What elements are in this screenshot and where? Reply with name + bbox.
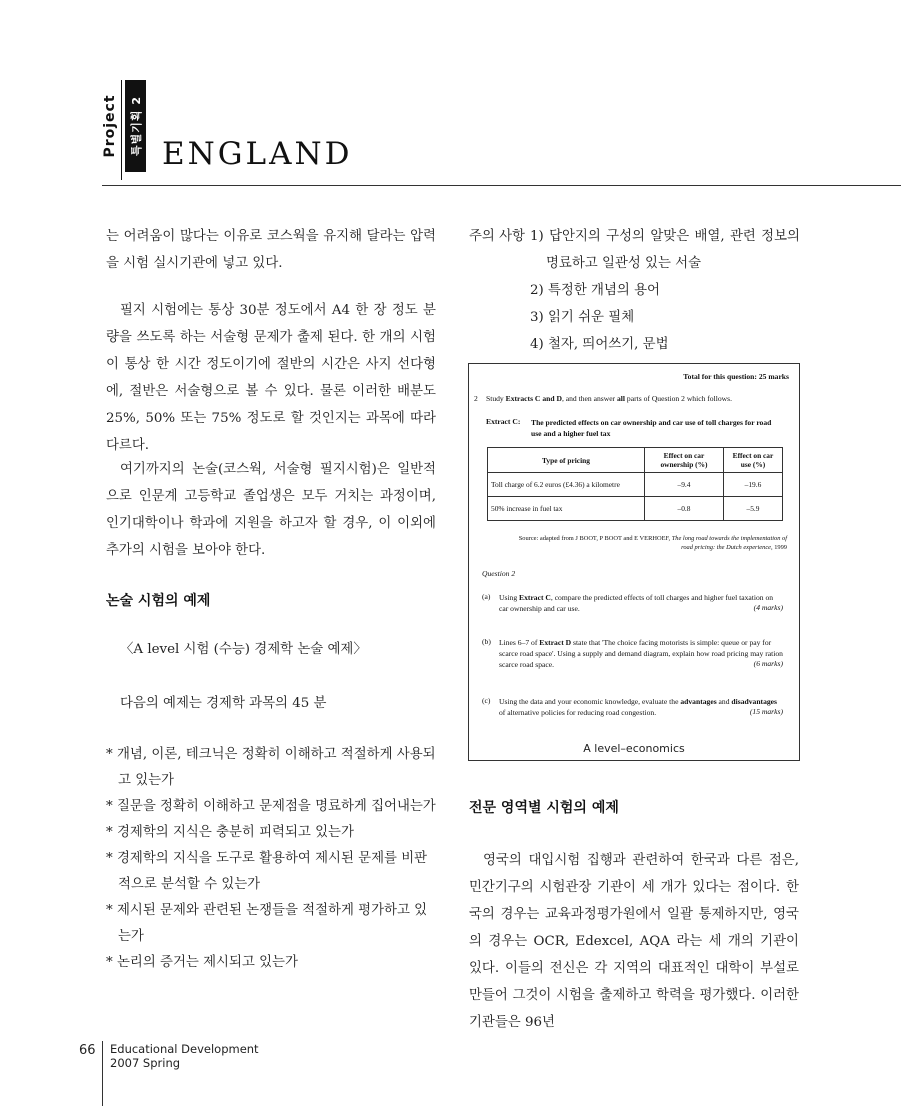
- question-b-marks: (6 marks): [753, 659, 783, 668]
- page-number: 66: [79, 1043, 96, 1058]
- question-a-marks: (4 marks): [753, 603, 783, 612]
- table-cell: 50% increase in fuel tax: [488, 497, 645, 521]
- left-section-heading: 논술 시험의 예제: [106, 593, 211, 609]
- question-c-letter: (c): [482, 696, 491, 705]
- notes-label: 주의 사항: [469, 229, 525, 244]
- criteria-item: * 개념, 이론, 테크닉은 정확히 이해하고 적절하게 사용되고 있는가: [106, 747, 436, 788]
- header-divider: [121, 80, 122, 180]
- extract-title: The predicted effects on car ownership and car use of toll charges for road use and a higher fuel tax: [531, 418, 772, 438]
- criteria-item: * 제시된 문제와 관련된 논쟁들을 적절하게 평가하고 있는가: [106, 903, 428, 944]
- table-header: Effect on car use (%): [723, 448, 782, 473]
- example-description: 다음의 예제는 경제학 과목의 45 분: [120, 696, 327, 711]
- note-item: 2) 특정한 개념의 용어: [530, 283, 660, 298]
- criteria-list: [106, 742, 436, 976]
- right-paragraph-1: 영국의 대입시험 집행과 관련하여 한국과 다른 점은, 민간기구의 시험관장 기관이 세 개가 있다는 점이다. 한국의 경우는 교육과정평가원에서 일괄 통제하지만, 영국의 경우는 OCR, Edexcel, AQA 라는 세 개의 기관이 있다. 이들의 전신은 각 지역의 대표적인 대학이 부설로 만들어 그것이 시험을 출제하고 학력을 평가했다. 이러한 기관들은 96년: [469, 853, 799, 1030]
- question-c-marks: (15 marks): [749, 707, 783, 716]
- criteria-item: * 경제학의 지식을 도구로 활용하여 제시된 문제를 비판적으로 분석할 수 있는가: [106, 851, 428, 892]
- question-a-letter: (a): [482, 592, 491, 601]
- example-title: 〈A level 시험 (수능) 경제학 논술 예제〉: [120, 642, 367, 657]
- criteria-item: * 질문을 정확히 이해하고 문제점을 명료하게 집어내는가: [106, 799, 436, 814]
- criteria-item: * 경제학의 지식은 충분히 피력되고 있는가: [106, 825, 354, 840]
- criteria-item: * 논리의 증거는 제시되고 있는가: [106, 955, 298, 970]
- table-row: [488, 473, 783, 497]
- question-b-letter: (b): [482, 637, 491, 646]
- table-source: Source: adapted from J BOOT, P BOOT and E VERHOEF, The long road towards the implementation of road pricing: the Dutch experience, 1999: [518, 535, 787, 551]
- question-c: Using the data and your economic knowledge, evaluate the advantages and disadvantages of alternative policies for reducing road congestion.: [499, 697, 777, 717]
- extract-label: Extract C:: [486, 417, 521, 426]
- table-header-row: [488, 448, 783, 473]
- page-title: ENGLAND: [162, 136, 353, 172]
- table-header: Effect on car ownership (%): [645, 448, 724, 473]
- table-row: [488, 497, 783, 521]
- note-item: 3) 읽기 쉬운 필체: [530, 310, 635, 325]
- project-label: Project: [102, 94, 118, 158]
- question-label: Question 2: [482, 569, 516, 578]
- table-cell: –5.9: [723, 497, 782, 521]
- table-cell: –19.6: [723, 473, 782, 497]
- exam-intro: Study Extracts C and D, and then answer all parts of Question 2 which follows.: [486, 394, 732, 403]
- table-header: Type of pricing: [488, 448, 645, 473]
- footer-rule: [102, 1041, 103, 1106]
- publication-issue: 2007 Spring: [110, 1056, 181, 1070]
- note-item: 4) 철자, 띄어쓰기, 문법: [530, 337, 669, 352]
- left-paragraph-3: 여기까지의 논술(코스웍, 서술형 필지시험)은 일반적으로 인문계 고등학교 졸업생은 모두 거치는 과정이며, 인기대학이나 학과에 지원을 하고자 할 경우, 이 이외에 추가의 시험을 보아야 한다.: [106, 462, 436, 558]
- table-cell: –0.8: [645, 497, 724, 521]
- exam-question-number: 2: [474, 394, 478, 403]
- publication-title: Educational Development: [110, 1042, 259, 1056]
- table-cell: –9.4: [645, 473, 724, 497]
- pricing-table: [487, 447, 783, 521]
- exam-figure: [468, 363, 800, 761]
- table-cell: Toll charge of 6.2 euros (£4.36) a kilometre: [488, 473, 645, 497]
- note-item: 1) 답안지의 구성의 알맞은 배열, 관련 정보의 명료하고 일관성 있는 서술: [530, 229, 800, 271]
- question-a: Using Extract C, compare the predicted effects of toll charges and higher fuel taxation on car ownership and car use.: [499, 593, 774, 613]
- left-paragraph-2: 필지 시험에는 통상 30분 정도에서 A4 한 장 정도 분량을 쓰도록 하는 서술형 문제가 출제 된다. 한 개의 시험이 통상 한 시간 정도이기에 절반의 시간은 사지 선다형에, 절반은 서술형으로 볼 수 있다. 물론 이러한 배분도 25%, 50% 또는 75% 정도로 할 것인지는 과목에 따라 다르다.: [106, 303, 436, 453]
- publication-info: [110, 1042, 259, 1070]
- figure-caption: A level–economics: [583, 742, 685, 755]
- header-rule: [102, 185, 901, 186]
- left-paragraph-1: 는 어려움이 많다는 이유로 코스웍을 유지해 달라는 압력을 시험 실시기관에 넣고 있다.: [106, 229, 436, 271]
- series-badge: 특별기획 2: [125, 80, 146, 172]
- question-b: Lines 6–7 of Extract D state that 'The choice facing motorists is simple: queue or pay for scarce road space'. Using a supply and demand diagram, explain how road pricing may ration scarce road space.: [499, 638, 783, 669]
- exam-total-marks: Total for this question: 25 marks: [683, 372, 789, 381]
- right-section-heading: 전문 영역별 시험의 예제: [469, 800, 619, 816]
